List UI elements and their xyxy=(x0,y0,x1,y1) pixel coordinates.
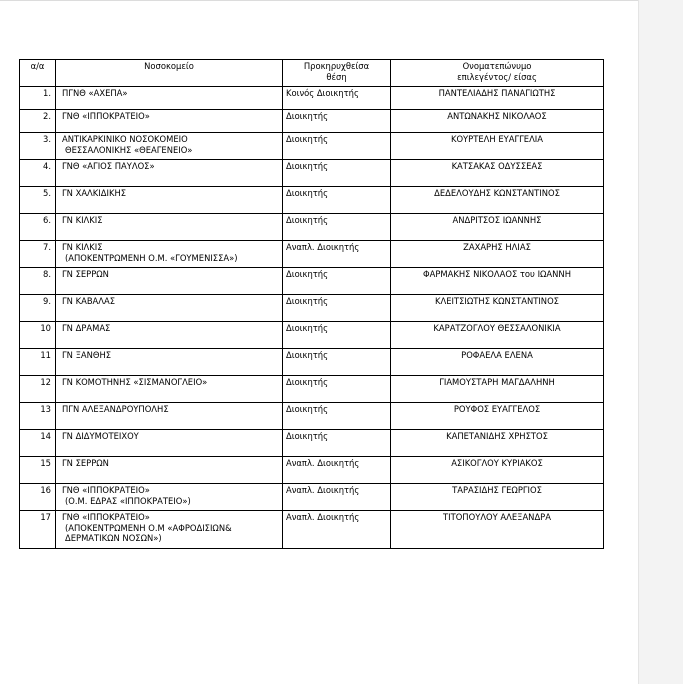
hospital-line: ΔΕΡΜΑΤΙΚΩΝ ΝΟΣΩΝ») xyxy=(65,533,162,543)
hospital-cell xyxy=(56,295,283,322)
appointee-cell: ΚΑΤΣΑΚΑΣ ΟΔΥΣΣΕΑΣ xyxy=(391,160,604,187)
hospital-cell xyxy=(56,322,283,349)
appointee-cell: ΚΛΕΙΤΣΙΩΤΗΣ ΚΩΝΣΤΑΝΤΙΝΟΣ xyxy=(391,295,604,322)
position-cell: Διοικητής xyxy=(283,349,391,376)
hospital-line: ΑΝΤΙΚΑΡΚΙΝΙΚΟ ΝΟΣΟΚΟΜΕΙΟ xyxy=(62,134,188,144)
hospital-cell xyxy=(56,160,283,187)
position-cell: Διοικητής xyxy=(283,430,391,457)
position-cell: Διοικητής xyxy=(283,187,391,214)
row-number: 12 xyxy=(20,376,56,403)
table-row xyxy=(20,322,604,349)
table-row xyxy=(20,241,604,268)
scrollbar-gutter[interactable] xyxy=(638,0,683,684)
hospital-cell xyxy=(56,214,283,241)
appointee-cell: ΦΑΡΜΑΚΗΣ ΝΙΚΟΛΑΟΣ του ΙΩΑΝΝΗ xyxy=(391,268,604,295)
table-row xyxy=(20,214,604,241)
header-position: Προκηρυχθείσα θέση xyxy=(283,60,391,87)
hospital-cell xyxy=(56,110,283,133)
appointee-cell: ΑΝΤΩΝΑΚΗΣ ΝΙΚΟΛΑΟΣ xyxy=(391,110,604,133)
appointee-cell: ΓΙΑΜΟΥΣΤΑΡΗ ΜΑΓΔΑΛΗΝΗ xyxy=(391,376,604,403)
table-row xyxy=(20,457,604,484)
hospital-line: ΓΝ ΚΙΛΚΙΣ xyxy=(62,242,103,252)
row-number: 13 xyxy=(20,403,56,430)
hospital-line: ΓΝ ΚΟΜΟΤΗΝΗΣ «ΣΙΣΜΑΝΟΓΛΕΙΟ» xyxy=(62,377,208,387)
table-row xyxy=(20,268,604,295)
position-cell: Διοικητής xyxy=(283,403,391,430)
table-row xyxy=(20,484,604,511)
hospital-line: (ΑΠΟΚΕΝΤΡΩΜΕΝΗ Ο.Μ «ΑΦΡΟΔΙΣΙΩΝ& xyxy=(65,522,232,533)
appointee-cell: ΤΑΡΑΣΙΔΗΣ ΓΕΩΡΓΙΟΣ xyxy=(391,484,604,511)
hospital-cell xyxy=(56,349,283,376)
hospital-line: ΓΝ ΞΑΝΘΗΣ xyxy=(62,350,112,360)
hospital-line: (Ο.Μ. ΕΔΡΑΣ «ΙΠΠΟΚΡΑΤΕΙΟ») xyxy=(65,495,191,506)
position-cell: Αναπλ. Διοικητής xyxy=(283,484,391,511)
hospital-line: ΓΝ ΚΑΒΑΛΑΣ xyxy=(62,296,116,306)
appointee-cell: ΔΕΔΕΛΟΥΔΗΣ ΚΩΝΣΤΑΝΤΙΝΟΣ xyxy=(391,187,604,214)
hospital-line: ΓΝΘ «ΙΠΠΟΚΡΑΤΕΙΟ» xyxy=(62,485,150,495)
position-cell: Κοινός Διοικητής xyxy=(283,87,391,110)
row-number: 7. xyxy=(20,241,56,268)
hospital-cell xyxy=(56,133,283,160)
appointee-cell: ΤΙΤΟΠΟΥΛΟΥ ΑΛΕΞΑΝΔΡΑ xyxy=(391,511,604,549)
table-row xyxy=(20,295,604,322)
table-row xyxy=(20,187,604,214)
hospital-line: ΠΓΝ ΑΛΕΞΑΝΔΡΟΥΠΟΛΗΣ xyxy=(62,404,169,414)
hospital-cell xyxy=(56,511,283,549)
appointee-cell: ΖΑΧΑΡΗΣ ΗΛΙΑΣ xyxy=(391,241,604,268)
hospital-cell xyxy=(56,403,283,430)
row-number: 15 xyxy=(20,457,56,484)
table-row xyxy=(20,349,604,376)
row-number: 8. xyxy=(20,268,56,295)
row-number: 16 xyxy=(20,484,56,511)
hospital-cell xyxy=(56,87,283,110)
appointee-cell: ΚΟΥΡΤΕΛΗ ΕΥΑΓΓΕΛΙΑ xyxy=(391,133,604,160)
table-row xyxy=(20,160,604,187)
position-cell: Διοικητής xyxy=(283,376,391,403)
position-cell: Διοικητής xyxy=(283,160,391,187)
hospital-cell xyxy=(56,484,283,511)
row-number: 2. xyxy=(20,110,56,133)
table-row xyxy=(20,403,604,430)
table-row xyxy=(20,511,604,549)
hospital-line: ΓΝΘ «ΙΠΠΟΚΡΑΤΕΙΟ» xyxy=(62,512,150,522)
hospital-line: ΓΝΘ «ΑΓΙΟΣ ΠΑΥΛΟΣ» xyxy=(62,161,155,171)
header-hospital: Νοσοκομείο xyxy=(56,60,283,87)
appointee-cell: ΑΣΙΚΟΓΛΟΥ ΚΥΡΙΑΚΟΣ xyxy=(391,457,604,484)
row-number: 4. xyxy=(20,160,56,187)
table-row xyxy=(20,430,604,457)
hospital-cell xyxy=(56,241,283,268)
row-number: 10 xyxy=(20,322,56,349)
row-number: 3. xyxy=(20,133,56,160)
position-cell: Διοικητής xyxy=(283,214,391,241)
hospital-line: (ΑΠΟΚΕΝΤΡΩΜΕΝΗ Ο.Μ. «ΓΟΥΜΕΝΙΣΣΑ») xyxy=(65,252,238,263)
appointee-cell: ΡΟΥΦΟΣ ΕΥΑΓΓΕΛΟΣ xyxy=(391,403,604,430)
position-cell: Διοικητής xyxy=(283,295,391,322)
row-number: 17 xyxy=(20,511,56,549)
table-row xyxy=(20,110,604,133)
table-body xyxy=(20,87,604,549)
position-cell: Αναπλ. Διοικητής xyxy=(283,511,391,549)
hospital-cell xyxy=(56,187,283,214)
appointee-cell: ΑΝΔΡΙΤΣΟΣ ΙΩΑΝΝΗΣ xyxy=(391,214,604,241)
position-cell: Διοικητής xyxy=(283,110,391,133)
header-number: α/α xyxy=(20,60,56,87)
position-cell: Αναπλ. Διοικητής xyxy=(283,457,391,484)
hospital-line: ΓΝ ΔΡΑΜΑΣ xyxy=(62,323,111,333)
hospital-line: ΓΝ ΣΕΡΡΩΝ xyxy=(62,269,109,279)
appointee-cell: ΡΟΦΑΕΛΑ ΕΛΕΝΑ xyxy=(391,349,604,376)
appointments-table xyxy=(19,59,604,549)
hospital-cell xyxy=(56,430,283,457)
table-header-row xyxy=(20,60,604,87)
appointee-cell: ΚΑΠΕΤΑΝΙΔΗΣ ΧΡΗΣΤΟΣ xyxy=(391,430,604,457)
row-number: 5. xyxy=(20,187,56,214)
hospital-line: ΘΕΣΣΑΛΟΝΙΚΗΣ «ΘΕΑΓΕΝΕΙΟ» xyxy=(65,144,193,155)
hospital-line: ΓΝΘ «ΙΠΠΟΚΡΑΤΕΙΟ» xyxy=(62,111,150,121)
row-number: 11 xyxy=(20,349,56,376)
table-row xyxy=(20,376,604,403)
appointee-cell: ΠΑΝΤΕΛΙΑΔΗΣ ΠΑΝΑΓΙΩΤΗΣ xyxy=(391,87,604,110)
position-cell: Αναπλ. Διοικητής xyxy=(283,241,391,268)
position-cell: Διοικητής xyxy=(283,268,391,295)
position-cell: Διοικητής xyxy=(283,322,391,349)
hospital-cell xyxy=(56,376,283,403)
table-row xyxy=(20,133,604,160)
hospital-line: ΓΝ ΧΑΛΚΙΔΙΚΗΣ xyxy=(62,188,127,198)
table-row xyxy=(20,87,604,110)
row-number: 14 xyxy=(20,430,56,457)
hospital-line: ΠΓΝΘ «ΑΧΕΠΑ» xyxy=(62,88,128,98)
hospital-cell xyxy=(56,457,283,484)
appointee-cell: ΚΑΡΑΤΖΟΓΛΟΥ ΘΕΣΣΑΛΟΝΙΚΙΑ xyxy=(391,322,604,349)
hospital-line: ΓΝ ΚΙΛΚΙΣ xyxy=(62,215,103,225)
hospital-line: ΓΝ ΔΙΔΥΜΟΤΕΙΧΟΥ xyxy=(62,431,139,441)
header-appointee: Ονοματεπώνυμο επιλεγέντος/ είσας xyxy=(391,60,604,87)
row-number: 6. xyxy=(20,214,56,241)
position-cell: Διοικητής xyxy=(283,133,391,160)
page-top-edge xyxy=(0,0,638,1)
row-number: 9. xyxy=(20,295,56,322)
hospital-cell xyxy=(56,268,283,295)
hospital-line: ΓΝ ΣΕΡΡΩΝ xyxy=(62,458,109,468)
row-number: 1. xyxy=(20,87,56,110)
